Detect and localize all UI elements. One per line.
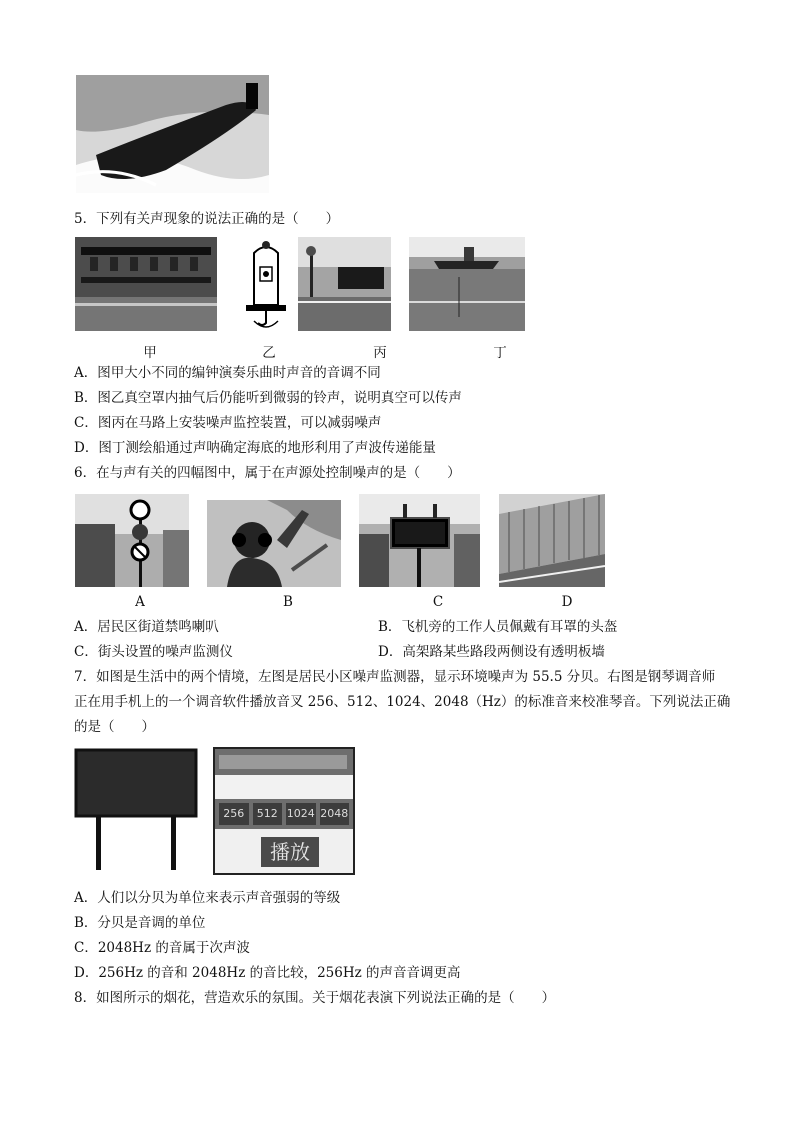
question-6-option-b: B．飞机旁的工作人员佩戴有耳罩的头盔 (378, 619, 618, 635)
question-5-option-a: A．图甲大小不同的编钟演奏乐曲时声音的音调不同 (74, 365, 381, 381)
question-6-option-a: A．居民区街道禁鸣喇叭 (74, 619, 219, 635)
question-7-stem-line-2: 正在用手机上的一个调音软件播放音叉 256、512、1024、2048（Hz）的标准音来校准琴音。下列说法正确 (74, 694, 731, 710)
question-7-stem-line-1: 7．如图是生活中的两个情境，左图是居民小区噪声监测器，显示环境噪声为 55.5 分贝。右图是钢琴调音师 (74, 669, 716, 685)
play-button[interactable]: 播放 (261, 837, 319, 867)
figure-caption-ding: 丁 (493, 345, 507, 361)
question-7-option-d: D．256Hz 的音和 2048Hz 的音比较，256Hz 的声音音调更高 (74, 965, 461, 981)
question-7-option-a: A．人们以分贝为单位来表示声音强弱的等级 (74, 890, 341, 906)
question-6-stem: 6．在与声有关的四幅图中，属于在声源处控制噪声的是（ ） (74, 465, 461, 481)
street-noise-monitor-photo (359, 494, 480, 587)
figure-caption-c: C (432, 594, 444, 610)
frequency-button-256[interactable]: 256 (219, 803, 249, 825)
question-8-stem: 8．如图所示的烟花，营造欢乐的氛围。关于烟花表演下列说法正确的是（ ） (74, 990, 556, 1006)
question-5-option-d: D．图丁测绘船通过声呐确定海底的地形利用了声波传递能量 (74, 440, 436, 456)
ear-muff-worker-photo (207, 500, 341, 587)
submarine-photo (76, 75, 269, 193)
figure-caption-jia: 甲 (143, 345, 157, 361)
figure-caption-a: A (135, 594, 145, 610)
question-7-option-b: B．分贝是音调的单位 (74, 915, 206, 931)
frequency-button-512[interactable]: 512 (253, 803, 283, 825)
figure-caption-b: B (283, 594, 293, 610)
question-5-option-c: C．图丙在马路上安装噪声监控装置，可以减弱噪声 (74, 415, 382, 431)
question-6-option-c: C．街头设置的噪声监测仪 (74, 644, 233, 660)
no-horn-sign-photo (75, 494, 189, 587)
bianzhong-photo (75, 237, 217, 331)
question-7-stem-line-3: 的是（ ） (74, 719, 155, 735)
bell-jar-drawing (240, 237, 292, 333)
question-6-option-d: D．高架路某些路段两侧设有透明板墙 (378, 644, 605, 660)
figure-caption-yi: 乙 (262, 345, 276, 361)
figure-caption-bing: 丙 (373, 345, 387, 361)
survey-ship-photo (409, 237, 525, 331)
question-5-option-b: B．图乙真空罩内抽气后仍能听到微弱的铃声，说明真空可以传声 (74, 390, 462, 406)
question-7-option-c: C．2048Hz 的音属于次声波 (74, 940, 250, 956)
frequency-button-2048[interactable]: 2048 (320, 803, 350, 825)
figure-caption-d: D (561, 594, 573, 610)
tuning-app-screen (213, 747, 355, 875)
question-5-stem: 5．下列有关声现象的说法正确的是（ ） (74, 211, 340, 227)
noise-monitor-road-photo (298, 237, 391, 331)
transparent-barrier-photo (499, 494, 605, 587)
noise-monitor-board (74, 748, 198, 872)
frequency-button-1024[interactable]: 1024 (286, 803, 316, 825)
